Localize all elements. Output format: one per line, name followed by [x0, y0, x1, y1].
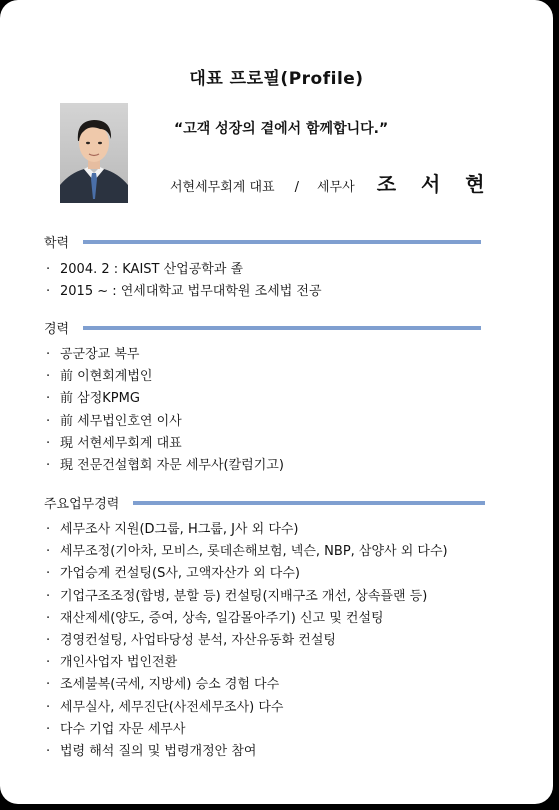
career-list: [46, 344, 284, 477]
bullet-icon: ·: [46, 369, 51, 385]
bullet-icon: ·: [46, 655, 51, 671]
list-item: · 세무조사 지원(D그룹, H그룹, J사 외 다수): [46, 519, 448, 541]
bullet-icon: ·: [46, 391, 51, 407]
firm-title: 서현세무회계 대표: [170, 180, 275, 195]
list-item: · 세무조정(기아차, 모비스, 롯데손해보험, 넥슨, NBP, 삼양사 외 다수): [46, 541, 448, 563]
list-item: · 법령 해석 질의 및 법령개정안 참여: [46, 741, 448, 763]
list-item: · 前 삼정KPMG: [46, 388, 284, 410]
title-separator: /: [294, 180, 299, 195]
list-item: · 조세불복(국세, 지방세) 승소 경험 다수: [46, 674, 448, 696]
bullet-icon: ·: [46, 347, 51, 362]
bullet-icon: ·: [46, 677, 51, 693]
name-line: [170, 168, 494, 197]
list-item: · 개인사업자 법인전환: [46, 652, 448, 674]
motto-quote: “고객 성장의 곁에서 함께합니다.”: [174, 121, 389, 137]
list-item: · 2015 ~ : 연세대학교 법무대학원 조세법 전공: [46, 281, 322, 303]
role-title: 세무사: [317, 180, 355, 195]
career-heading: [44, 318, 481, 337]
list-item: · 경영컨설팅, 사업타당성 분석, 자산유동화 컨설팅: [46, 630, 448, 652]
list-item: · 기업구조조정(합병, 분할 등) 컨설팅(지배구조 개선, 상속플랜 등): [46, 586, 448, 608]
bullet-icon: ·: [46, 632, 51, 648]
list-item: · 現 서현세무회계 대표: [46, 433, 284, 455]
bullet-icon: ·: [46, 721, 51, 737]
list-item: · 2004. 2 : KAIST 산업공학과 졸: [46, 259, 322, 281]
bullet-icon: ·: [46, 284, 51, 300]
list-item: · 前 이현회계법인: [46, 366, 284, 388]
education-heading-label: 학력: [44, 236, 70, 251]
bullet-icon: ·: [46, 413, 51, 429]
bullet-icon: ·: [46, 522, 51, 537]
section-divider: [83, 326, 481, 330]
career-heading-label: 경력: [44, 322, 70, 337]
bullet-icon: ·: [46, 262, 51, 277]
list-item: · 세무실사, 세무진단(사전세무조사) 다수: [46, 697, 448, 719]
list-item: · 前 세무법인호연 이사: [46, 411, 284, 433]
bullet-icon: ·: [46, 566, 51, 582]
bullet-icon: ·: [46, 544, 51, 560]
list-item: · 재산제세(양도, 증여, 상속, 일감몰아주기) 신고 및 컨설팅: [46, 608, 448, 630]
experience-heading-label: 주요업무경력: [44, 497, 120, 512]
bullet-icon: ·: [46, 699, 51, 715]
education-list: [46, 259, 322, 303]
bullet-icon: ·: [46, 435, 51, 451]
experience-heading: [44, 493, 485, 512]
page-title: 대표 프로필(Profile): [189, 69, 364, 89]
experience-list: [46, 519, 448, 763]
bullet-icon: ·: [46, 457, 51, 473]
list-item: · 現 전문건설협회 자문 세무사(칼럼기고): [46, 455, 284, 477]
bullet-icon: ·: [46, 588, 51, 604]
profile-photo: [60, 103, 128, 203]
bullet-icon: ·: [46, 743, 51, 759]
bullet-icon: ·: [46, 610, 51, 626]
section-divider: [133, 501, 485, 505]
list-item: · 다수 기업 자문 세무사: [46, 719, 448, 741]
person-name: 조 서 현: [376, 172, 494, 196]
education-heading: [44, 232, 481, 251]
list-item: · 공군장교 복무: [46, 344, 284, 366]
list-item: · 가업승계 컨설팅(S사, 고액자산가 외 다수): [46, 563, 448, 585]
portrait-image: [60, 103, 128, 203]
section-divider: [83, 240, 481, 244]
